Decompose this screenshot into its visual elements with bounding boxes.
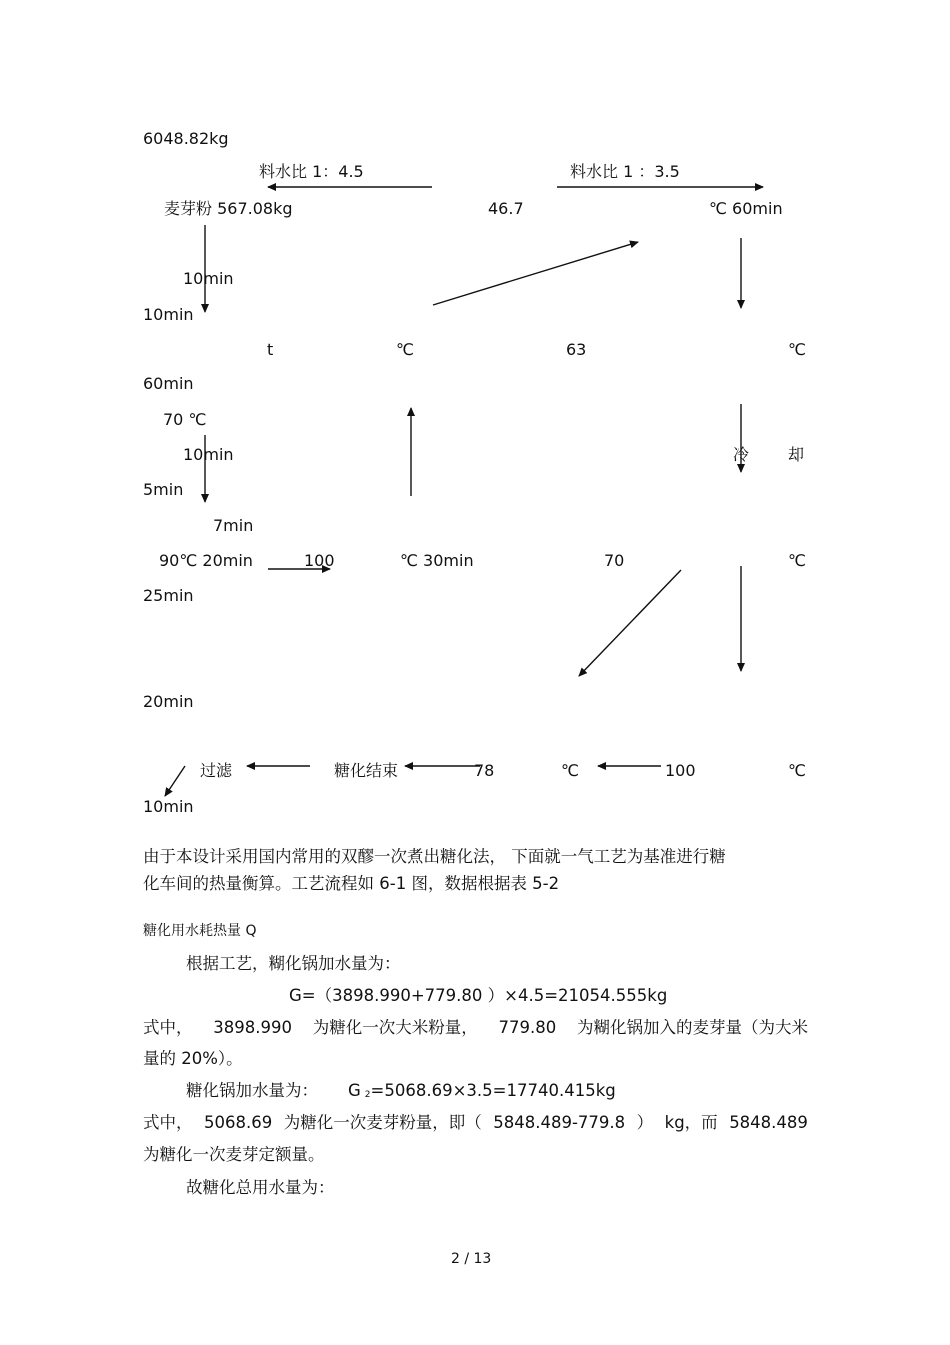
boil-a: 90℃ 20min [159, 551, 253, 570]
time-a: 10min [183, 269, 234, 288]
p4-w1: 5068.69 [204, 1113, 273, 1132]
end-100-unit: ℃ [788, 761, 806, 780]
time-b: 10min [143, 305, 194, 324]
p2-w2: 为糖化一次大米粉量， [312, 1018, 478, 1037]
para-2-line-1 [143, 1020, 808, 1037]
time-h: 20min [143, 692, 194, 711]
row-t-unit: ℃ [396, 340, 414, 359]
para-5: 故糖化总用水量为： [186, 1178, 335, 1197]
end-78-unit: ℃ [561, 761, 579, 780]
time-e: 5min [143, 480, 184, 499]
section-title: 糖化用水耗热量 Q [143, 923, 257, 939]
para-3 [186, 1083, 851, 1100]
ratio-left-label: 料水比 1：4.5 [259, 162, 364, 181]
boil-c: ℃ 30min [400, 551, 474, 570]
arrow-diagonal-up [433, 242, 638, 305]
sacch-end-label: 糖化结束 [334, 761, 399, 780]
ratio-right-label: 料水比 1 ：3.5 [570, 162, 680, 181]
boil-d-unit: ℃ [788, 551, 806, 570]
malt-label: 麦芽粉 567.08kg [164, 199, 293, 218]
p2-w4: 为糊化锅加入的麦芽量（为大米 [576, 1018, 808, 1037]
p4-w3: 5848.489-779.8 [493, 1113, 626, 1132]
time-d: 10min [183, 445, 234, 464]
arrow-filter-diag [165, 766, 185, 796]
p4-w2: 为糖化一次麦芽粉量，即（ [283, 1113, 482, 1132]
time-i: 10min [143, 797, 194, 816]
p3-sub: 2 [364, 1090, 371, 1100]
row-t: t [267, 340, 274, 359]
intro-line-2: 化车间的热量衡算。工艺流程如 6-1 图，数据根据表 5-2 [143, 874, 560, 893]
p4-w6: 5848.489 [729, 1113, 808, 1132]
arrow-diagonal-down [579, 570, 681, 676]
para-2-line-2: 量的 20%）。 [143, 1049, 243, 1068]
row-63-unit: ℃ [788, 340, 806, 359]
end-100: 100 [665, 761, 696, 780]
para-4-line-1 [143, 1115, 808, 1132]
time-f: 7min [213, 516, 254, 535]
p4-w4: ） [636, 1113, 654, 1132]
filter-label: 过滤 [200, 761, 233, 780]
row-63: 63 [566, 340, 587, 359]
cool-label-a: 冷 [733, 445, 750, 464]
temp-right: ℃ 60min [709, 199, 783, 218]
boil-d: 70 [604, 551, 625, 570]
p4-w0: 式中， [143, 1113, 193, 1132]
p2-w1: 3898.990 [213, 1018, 292, 1037]
p3-equation: =5068.69×3.5=17740.415kg [370, 1081, 616, 1100]
temp-mid: 46.7 [488, 199, 524, 218]
p2-w0: 式中， [143, 1018, 193, 1037]
p3-g: G [348, 1081, 361, 1100]
time-c: 60min [143, 374, 194, 393]
boil-b: 100 [304, 551, 335, 570]
top-mass: 6048.82kg [143, 129, 229, 148]
para-4-line-2: 为糖化一次麦芽定额量。 [143, 1145, 325, 1164]
p4-w5: kg，而 [664, 1113, 718, 1132]
p2-w3: 779.80 [498, 1018, 557, 1037]
p3-label: 糖化锅加水量为： [186, 1081, 318, 1100]
cool-label-b: 却 [788, 445, 805, 464]
intro-line-1: 由于本设计采用国内常用的双醪一次煮出糖化法， 下面就一气工艺为基准进行糖 [143, 847, 726, 866]
temp-70: 70 ℃ [163, 410, 207, 429]
end-78: 78 [474, 761, 495, 780]
page-number: 2 / 13 [451, 1251, 492, 1267]
para-1: 根据工艺，糊化锅加水量为： [186, 954, 401, 973]
time-g: 25min [143, 586, 194, 605]
equation-1: G=（3898.990+779.80 ）×4.5=21054.555kg [289, 986, 668, 1005]
